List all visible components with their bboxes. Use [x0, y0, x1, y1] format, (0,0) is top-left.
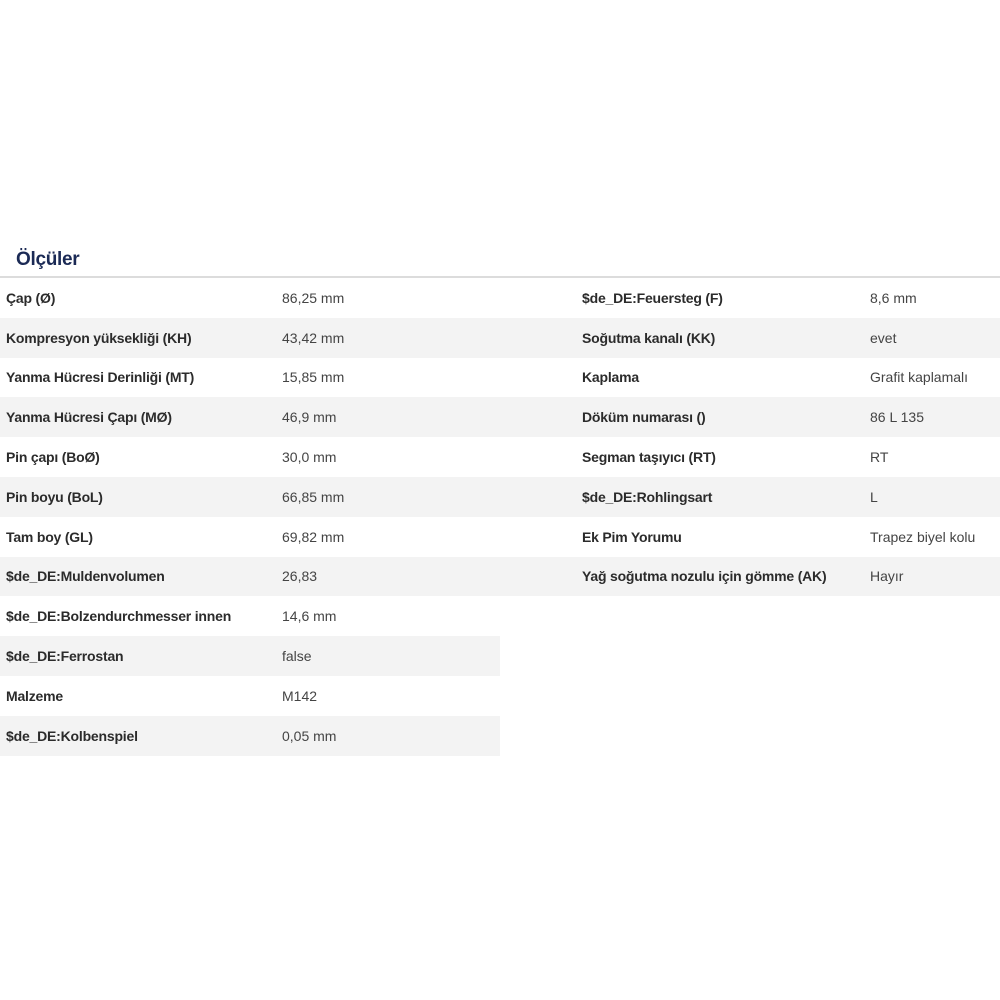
spec-row	[0, 358, 500, 398]
spec-value: Grafit kaplamalı	[870, 369, 969, 386]
spec-label: Yanma Hücresi Derinliği (MT)	[6, 369, 195, 386]
spec-value: false	[282, 648, 312, 665]
spec-label: Malzeme	[6, 687, 63, 704]
spec-row	[500, 477, 1000, 517]
spec-row	[0, 676, 500, 716]
spec-value: 30,0 mm	[282, 449, 337, 466]
spec-label: Çap (Ø)	[6, 289, 56, 306]
spec-label: Tam boy (GL)	[6, 528, 93, 545]
spec-label: Pin boyu (BoL)	[6, 488, 103, 505]
spec-row	[0, 477, 500, 517]
spec-row	[500, 557, 1000, 597]
spec-row	[500, 278, 1000, 318]
spec-row	[0, 437, 500, 477]
spec-column-left	[0, 278, 500, 756]
spec-row	[0, 636, 500, 676]
spec-label: Segman taşıyıcı (RT)	[582, 449, 716, 466]
spec-label: $de_DE:Bolzendurchmesser innen	[6, 608, 232, 625]
spec-row	[500, 318, 1000, 358]
spec-value: 86 L 135	[870, 409, 924, 426]
spec-value: Trapez biyel kolu	[870, 528, 976, 545]
spec-label: $de_DE:Kolbenspiel	[6, 727, 138, 744]
spec-label: $de_DE:Rohlingsart	[582, 488, 713, 505]
section-title: Ölçüler	[0, 238, 1000, 278]
spec-row	[0, 596, 500, 636]
spec-value: 26,83	[282, 568, 318, 585]
spec-value: 69,82 mm	[282, 528, 345, 545]
spec-value: 43,42 mm	[282, 329, 345, 346]
spec-label: $de_DE:Muldenvolumen	[6, 568, 165, 585]
spec-label: Döküm numarası ()	[582, 409, 706, 426]
spec-label: Kompresyon yüksekliği (KH)	[6, 329, 192, 346]
spec-label: $de_DE:Ferrostan	[6, 648, 124, 665]
dimensions-section	[0, 238, 1000, 756]
spec-row	[0, 397, 500, 437]
spec-label: Pin çapı (BoØ)	[6, 449, 100, 466]
spec-row	[0, 278, 500, 318]
spec-value: Hayır	[870, 568, 904, 585]
spec-value: L	[870, 488, 878, 505]
spec-label: $de_DE:Feuersteg (F)	[582, 289, 723, 306]
spec-columns	[0, 278, 1000, 756]
spec-value: 15,85 mm	[282, 369, 345, 386]
spec-column-right	[500, 278, 1000, 756]
spec-label: Yağ soğutma nozulu için gömme (AK)	[582, 568, 827, 585]
spec-value: 66,85 mm	[282, 488, 345, 505]
spec-label: Kaplama	[582, 369, 639, 386]
spec-label: Ek Pim Yorumu	[582, 528, 682, 545]
spec-value: 8,6 mm	[870, 289, 917, 306]
spec-row	[500, 517, 1000, 557]
spec-row	[0, 318, 500, 358]
spec-row	[500, 397, 1000, 437]
spec-value: RT	[870, 449, 889, 466]
spec-value: 14,6 mm	[282, 608, 337, 625]
spec-row	[500, 358, 1000, 398]
spec-label: Yanma Hücresi Çapı (MØ)	[6, 409, 172, 426]
spec-value: 46,9 mm	[282, 409, 337, 426]
spec-row	[500, 437, 1000, 477]
spec-value: 0,05 mm	[282, 727, 337, 744]
spec-row	[0, 557, 500, 597]
spec-value: evet	[870, 329, 897, 346]
spec-row	[0, 517, 500, 557]
spec-value: M142	[282, 687, 318, 704]
spec-label: Soğutma kanalı (KK)	[582, 329, 716, 346]
spec-value: 86,25 mm	[282, 289, 345, 306]
spec-row	[0, 716, 500, 756]
